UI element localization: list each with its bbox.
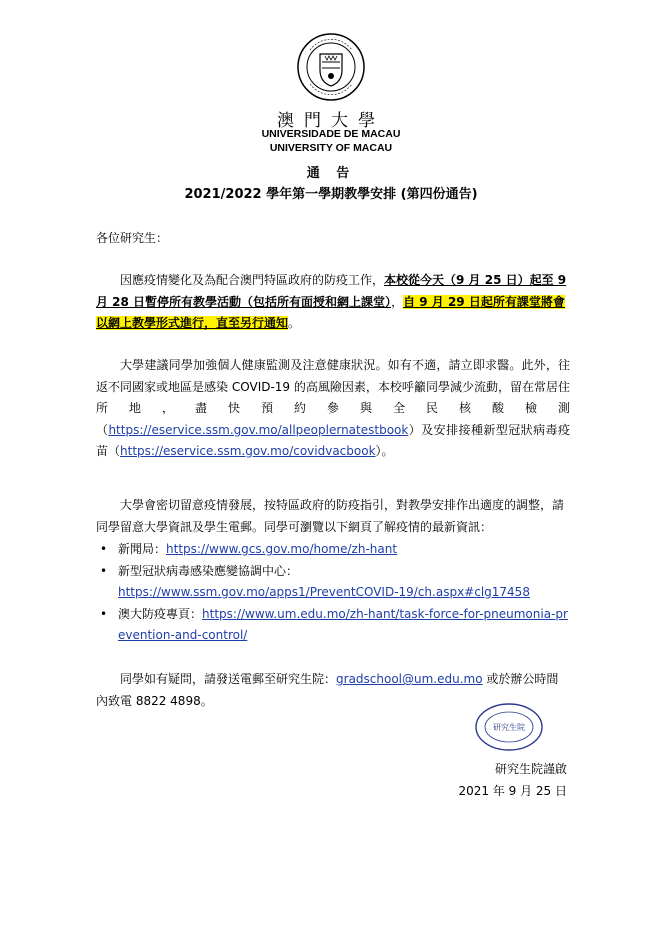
list-item xyxy=(96,561,570,604)
nucleic-test-booking-link[interactable]: https://eservice.ssm.gov.mo/allpeoplernatestbook xyxy=(108,422,409,437)
notice-date: 2021 年 9 月 25 日 xyxy=(458,784,567,798)
para1-lead: 因應疫情變化及為配合澳門特區政府的防疫工作， xyxy=(120,273,385,287)
para2-text2: ）及安排接種新型冠狀病毒疫苗（ xyxy=(96,422,570,458)
university-name-english: UNIVERSITY OF MACAU xyxy=(269,142,393,154)
paragraph-health-advice xyxy=(96,355,570,463)
ssm-covid-centre-link[interactable]: https://www.ssm.gov.mo/apps1/PreventCOVID-19/ch.aspx#clg17458 xyxy=(118,585,530,599)
para1-separator: ， xyxy=(391,294,404,309)
gradschool-email-link[interactable]: gradschool@um.edu.mo xyxy=(336,672,483,686)
stamp-icon xyxy=(474,702,544,752)
info-links-list xyxy=(96,539,570,647)
notice-heading: 通 告 xyxy=(306,166,356,181)
gcs-news-link[interactable]: https://www.gcs.gov.mo/home/zh-hant xyxy=(166,542,398,556)
signature: 研究生院謹啟 xyxy=(494,762,567,776)
para4-text2: 或於辦公時間內致電 8822 4898。 xyxy=(96,672,559,708)
university-seal-icon xyxy=(296,32,366,102)
document-title: 2021/2022 學年第一學期教學安排 (第四份通告) xyxy=(184,187,478,202)
list-item xyxy=(96,604,570,647)
list-item-label: 新聞局： xyxy=(118,542,167,556)
list-item-label: 新型冠狀病毒感染應變協調中心： xyxy=(118,563,299,578)
um-task-force-link[interactable]: https://www.um.edu.mo/zh-hant/task-force-for-pneumonia-prevention-and-control/ xyxy=(118,606,568,642)
graduate-school-seal xyxy=(474,702,544,752)
para2-text3: ）。 xyxy=(375,444,394,458)
university-name-portuguese: UNIVERSIDADE DE MACAU xyxy=(261,128,401,140)
para1-suspension-dates: 本校從今天（9 月 25 日）起至 9 月 28 日暫停所有教學活動（包括所有面授和網上課堂） xyxy=(96,273,567,309)
para1-online-teaching-highlight: 自 9 月 29 日起所有課堂將會以網上教學形式進行，直至另行通知 xyxy=(96,294,565,330)
list-item xyxy=(96,539,570,561)
university-logo xyxy=(296,32,366,102)
university-name-chinese: 澳門大學 xyxy=(277,111,385,131)
para2-text1: 大學建議同學加強個人健康監測及注意健康狀況。如有不適，請立即求醫。此外，往返不同國家或地區是感染 COVID-19 的高風險因素，本校呼籲同學減少流動，留在常居住所地，盡快預約參與全民核酸檢測（ xyxy=(96,358,570,437)
vaccine-booking-link[interactable]: https://eservice.ssm.gov.mo/covidvacbook xyxy=(120,444,376,458)
list-item-label: 澳大防疫專頁： xyxy=(118,606,203,621)
para1-end: 。 xyxy=(288,316,301,330)
para4-text1: 同學如有疑問，請發送電郵至研究生院： xyxy=(120,672,337,686)
paragraph-info-sources: 大學會密切留意疫情發展，按特區政府的防疫指引，對教學安排作出適度的調整，請同學留意大學資訊及學生電郵。同學可瀏覽以下網頁了解疫情的最新資訊： xyxy=(96,498,565,534)
greeting: 各位研究生： xyxy=(96,231,169,245)
paragraph-suspension-notice xyxy=(96,270,570,335)
seal-text: 研究生院 xyxy=(493,723,525,732)
